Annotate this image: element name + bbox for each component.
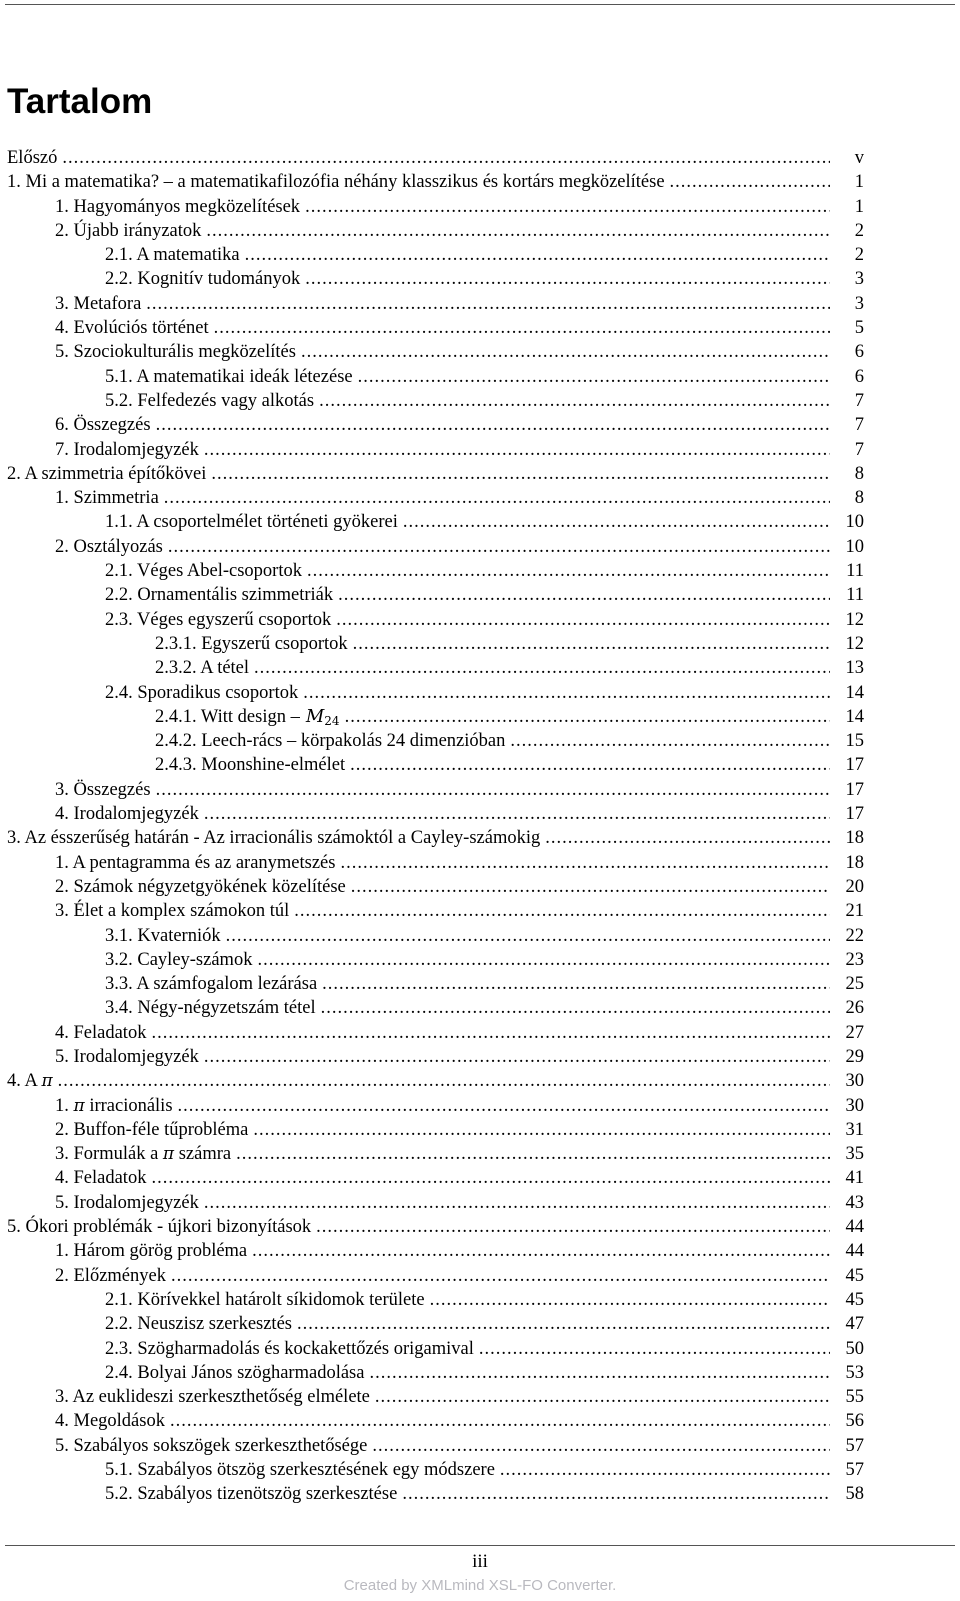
toc-entry[interactable] xyxy=(7,146,864,170)
toc-entry[interactable] xyxy=(7,535,864,559)
dot-leader xyxy=(345,705,830,729)
toc-entry[interactable] xyxy=(7,924,864,948)
toc-page-number: 53 xyxy=(845,1362,864,1383)
toc-entry[interactable] xyxy=(7,851,864,875)
toc-page-number: 44 xyxy=(845,1217,864,1238)
dot-leader xyxy=(156,778,830,802)
toc-entry-title: 4. Feladatok xyxy=(55,1022,147,1043)
footer-rule xyxy=(5,1545,955,1546)
toc-entry-title: 4. A π xyxy=(7,1071,53,1092)
pi-symbol: π xyxy=(162,1144,175,1165)
toc-page-number: 35 xyxy=(845,1144,864,1165)
toc-entry-title: 2. Újabb irányzatok xyxy=(55,220,202,241)
toc-page-number: 10 xyxy=(845,536,864,557)
toc-page-number: 25 xyxy=(845,974,864,995)
dot-leader xyxy=(353,632,830,656)
toc-entry[interactable] xyxy=(7,899,864,923)
toc-entry[interactable] xyxy=(7,1458,864,1482)
toc-entry-title: 2.1. Körívekkel határolt síkidomok területe xyxy=(105,1289,425,1310)
toc-entry[interactable] xyxy=(7,1021,864,1045)
toc-entry[interactable] xyxy=(7,1264,864,1288)
toc-entry[interactable] xyxy=(7,559,864,583)
dot-leader xyxy=(305,267,830,291)
toc-entry-title: 2. Számok négyzetgyökének közelítése xyxy=(55,876,346,897)
table-of-contents xyxy=(7,146,864,1507)
toc-entry-title: 7. Irodalomjegyzék xyxy=(55,439,199,460)
toc-entry[interactable] xyxy=(7,632,864,656)
toc-entry[interactable] xyxy=(7,1215,864,1239)
footer-page-number: iii xyxy=(472,1551,488,1572)
toc-entry-title: 1. A pentagramma és az aranymetszés xyxy=(55,852,336,873)
toc-entry[interactable] xyxy=(7,243,864,267)
toc-entry-title: 2. A szimmetria építőkövei xyxy=(7,463,207,484)
toc-page-number: 17 xyxy=(845,779,864,800)
toc-page-number: 18 xyxy=(845,852,864,873)
toc-page-number: 12 xyxy=(845,633,864,654)
toc-entry[interactable] xyxy=(7,972,864,996)
dot-leader xyxy=(58,1069,830,1093)
toc-entry[interactable] xyxy=(7,486,864,510)
toc-entry[interactable] xyxy=(7,948,864,972)
dot-leader xyxy=(146,292,830,316)
dot-leader xyxy=(204,1191,830,1215)
toc-page-number: 30 xyxy=(845,1095,864,1116)
toc-page-number: 5 xyxy=(854,318,864,339)
dot-leader xyxy=(301,340,830,364)
dot-leader xyxy=(358,365,830,389)
dot-leader xyxy=(164,486,830,510)
toc-page-number: 2 xyxy=(854,245,864,266)
dot-leader xyxy=(245,243,830,267)
toc-page-number: 45 xyxy=(845,1289,864,1310)
toc-entry[interactable] xyxy=(7,705,864,729)
toc-page-number: 10 xyxy=(845,512,864,533)
dot-leader xyxy=(500,1458,830,1482)
toc-entry[interactable] xyxy=(7,1409,864,1433)
toc-entry[interactable] xyxy=(7,1482,864,1506)
toc-entry[interactable] xyxy=(7,340,864,364)
toc-page-number: 6 xyxy=(854,366,864,387)
toc-page-number: 3 xyxy=(854,269,864,290)
toc-entry-title: 4. Irodalomjegyzék xyxy=(55,804,199,825)
dot-leader xyxy=(151,1021,830,1045)
toc-page-number: 14 xyxy=(845,682,864,703)
toc-entry[interactable] xyxy=(7,1094,864,1118)
toc-entry-title: 5. Irodalomjegyzék xyxy=(55,1046,199,1067)
toc-entry[interactable] xyxy=(7,1288,864,1312)
dot-leader xyxy=(402,1482,830,1506)
toc-entry-title: 2. Osztályozás xyxy=(55,536,163,557)
toc-entry-title: 2.2. Ornamentális szimmetriák xyxy=(105,585,334,606)
toc-entry-title: 5. Szociokulturális megközelítés xyxy=(55,342,296,363)
dot-leader xyxy=(171,1264,830,1288)
toc-entry[interactable] xyxy=(7,729,864,753)
toc-entry[interactable] xyxy=(7,1312,864,1336)
dot-leader xyxy=(297,1312,830,1336)
dot-leader xyxy=(62,146,830,170)
toc-page-number: 29 xyxy=(845,1046,864,1067)
toc-page-number: 57 xyxy=(845,1435,864,1456)
toc-entry-title: 3. Metafora xyxy=(55,293,142,314)
toc-entry-title: 4. Evolúciós történet xyxy=(55,318,209,339)
toc-entry[interactable] xyxy=(7,413,864,437)
dot-leader xyxy=(257,948,830,972)
toc-page-number: 13 xyxy=(845,658,864,679)
toc-entry-title: 1. π irracionális xyxy=(55,1095,173,1116)
toc-page-number: 12 xyxy=(845,609,864,630)
toc-entry-title: 2.2. Neuszisz szerkesztés xyxy=(105,1314,292,1335)
toc-page-number: 43 xyxy=(845,1192,864,1213)
toc-entry[interactable] xyxy=(7,826,864,850)
top-rule xyxy=(5,4,955,5)
toc-entry[interactable] xyxy=(7,608,864,632)
dot-leader xyxy=(211,462,830,486)
toc-page-number: 44 xyxy=(845,1241,864,1262)
dot-leader xyxy=(340,851,830,875)
dot-leader xyxy=(430,1288,830,1312)
toc-page-number: 45 xyxy=(845,1265,864,1286)
toc-entry-title: 4. Megoldások xyxy=(55,1411,165,1432)
toc-entry-title: 3.1. Kvaterniók xyxy=(105,925,221,946)
toc-page-number: 15 xyxy=(845,731,864,752)
toc-page-number: 6 xyxy=(854,342,864,363)
toc-entry[interactable] xyxy=(7,438,864,462)
toc-entry-title: 2.2. Kognitív tudományok xyxy=(105,269,301,290)
toc-page-number: 21 xyxy=(845,901,864,922)
dot-leader xyxy=(252,1239,830,1263)
toc-page-number: 47 xyxy=(845,1314,864,1335)
toc-page-number: 31 xyxy=(845,1119,864,1140)
toc-entry-title: 3. Élet a komplex számokon túl xyxy=(55,901,290,922)
toc-entry[interactable] xyxy=(7,656,864,680)
toc-page-number: 14 xyxy=(845,706,864,727)
toc-entry[interactable] xyxy=(7,195,864,219)
dot-leader xyxy=(510,729,830,753)
toc-entry-title: 2.4. Sporadikus csoportok xyxy=(105,682,299,703)
toc-entry-title: 1.1. A csoportelmélet történeti gyökerei xyxy=(105,512,398,533)
toc-entry-title: 1. Három görög probléma xyxy=(55,1241,248,1262)
toc-entry[interactable] xyxy=(7,316,864,340)
dot-leader xyxy=(403,510,830,534)
toc-entry-title: 5.2. Szabályos tizenötszög szerkesztése xyxy=(105,1484,398,1505)
dot-leader xyxy=(336,608,830,632)
toc-page-number: 2 xyxy=(854,220,864,241)
dot-leader xyxy=(294,899,830,923)
dot-leader xyxy=(204,802,830,826)
toc-page-number: 11 xyxy=(846,561,864,582)
pi-symbol: π xyxy=(41,1071,53,1092)
toc-page-number: 3 xyxy=(854,293,864,314)
toc-entry[interactable] xyxy=(7,219,864,243)
toc-entry[interactable] xyxy=(7,1337,864,1361)
toc-page-number: 27 xyxy=(845,1022,864,1043)
toc-entry-title: 1. Hagyományos megközelítések xyxy=(55,196,301,217)
toc-entry-title: Előszó xyxy=(7,148,58,168)
toc-page-number: 22 xyxy=(845,925,864,946)
toc-page-number: 7 xyxy=(854,415,864,436)
dot-leader xyxy=(372,1434,830,1458)
dot-leader xyxy=(375,1385,830,1409)
dot-leader xyxy=(168,535,830,559)
dot-leader xyxy=(305,195,830,219)
toc-page-number: 7 xyxy=(854,439,864,460)
toc-entry-title: 3.3. A számfogalom lezárása xyxy=(105,974,318,995)
toc-entry-title: 3. Formulák a π számra xyxy=(55,1144,232,1165)
toc-entry[interactable] xyxy=(7,1385,864,1409)
dot-leader xyxy=(307,559,830,583)
toc-entry[interactable] xyxy=(7,778,864,802)
toc-entry[interactable] xyxy=(7,462,864,486)
dot-leader xyxy=(254,656,830,680)
toc-entry-title: 2. Buffon-féle tűprobléma xyxy=(55,1119,249,1140)
toc-entry-title: 3. Az euklideszi szerkeszthetőség elmélete xyxy=(55,1387,370,1408)
dot-leader xyxy=(226,924,830,948)
toc-entry[interactable] xyxy=(7,681,864,705)
toc-page-number: 50 xyxy=(845,1338,864,1359)
toc-entry-title: 3. Az ésszerűség határán - Az irracionális számoktól a Cayley-számokig xyxy=(7,828,541,849)
toc-page-number: 58 xyxy=(845,1484,864,1505)
toc-page-number: 55 xyxy=(845,1387,864,1408)
pi-symbol: π xyxy=(73,1095,85,1116)
toc-page-number: 20 xyxy=(845,876,864,897)
toc-entry[interactable] xyxy=(7,753,864,777)
toc-entry-title: 2.1. Véges Abel-csoportok xyxy=(105,561,302,582)
dot-leader xyxy=(319,389,830,413)
math-symbol: $M_{24}$ xyxy=(305,705,340,728)
toc-entry[interactable] xyxy=(7,1045,864,1069)
toc-page-number: 8 xyxy=(854,463,864,484)
dot-leader xyxy=(206,219,830,243)
toc-entry[interactable] xyxy=(7,1361,864,1385)
dot-leader xyxy=(156,413,830,437)
toc-page-number: 56 xyxy=(845,1411,864,1432)
toc-page-number: 30 xyxy=(845,1071,864,1092)
dot-leader xyxy=(479,1337,830,1361)
toc-page-number: 17 xyxy=(845,804,864,825)
toc-entry-title: 3.2. Cayley-számok xyxy=(105,949,253,970)
toc-entry-title: 3.4. Négy-négyzetszám tétel xyxy=(105,998,316,1019)
toc-entry-title: 2.4.2. Leech-rács – körpakolás 24 dimenzióban xyxy=(155,731,506,752)
toc-entry[interactable] xyxy=(7,875,864,899)
toc-entry-title: 2.4.1. Witt design – $M_{24}$ xyxy=(155,705,340,728)
toc-entry-title: 2.4.3. Moonshine-elmélet xyxy=(155,755,346,776)
page-title: Tartalom xyxy=(7,82,153,121)
toc-entry[interactable] xyxy=(7,510,864,534)
toc-page-number: 18 xyxy=(845,828,864,849)
toc-entry[interactable] xyxy=(7,292,864,316)
dot-leader xyxy=(236,1142,830,1166)
dot-leader xyxy=(151,1166,830,1190)
toc-entry-title: 5.1. Szabályos ötszög szerkesztésének egy módszere xyxy=(105,1460,495,1481)
toc-page-number: 1 xyxy=(854,172,864,193)
dot-leader xyxy=(321,996,830,1020)
dot-leader xyxy=(253,1118,830,1142)
toc-page-number: v xyxy=(854,148,864,168)
dot-leader xyxy=(351,875,830,899)
toc-entry-title: 2.3. Véges egyszerű csoportok xyxy=(105,609,332,630)
toc-entry-title: 5. Ókori problémák - újkori bizonyítások xyxy=(7,1217,312,1238)
dot-leader xyxy=(170,1409,830,1433)
dot-leader xyxy=(670,170,830,194)
toc-page-number: 7 xyxy=(854,390,864,411)
toc-entry[interactable] xyxy=(7,1069,864,1093)
toc-entry-title: 2. Előzmények xyxy=(55,1265,166,1286)
dot-leader xyxy=(303,681,830,705)
toc-entry-title: 3. Összegzés xyxy=(55,779,151,800)
footer-credit: Created by XMLmind XSL-FO Converter. xyxy=(343,1577,617,1594)
toc-entry-title: 1. Szimmetria xyxy=(55,488,159,509)
dot-leader xyxy=(322,972,830,996)
toc-entry[interactable] xyxy=(7,1142,864,1166)
dot-leader xyxy=(369,1361,830,1385)
dot-leader xyxy=(214,316,830,340)
toc-entry[interactable] xyxy=(7,365,864,389)
toc-entry[interactable] xyxy=(7,1166,864,1190)
toc-page-number: 8 xyxy=(854,488,864,509)
toc-entry-title: 5. Szabályos sokszögek szerkeszthetősége xyxy=(55,1435,368,1456)
toc-page-number: 11 xyxy=(846,585,864,606)
toc-entry[interactable] xyxy=(7,389,864,413)
toc-entry[interactable] xyxy=(7,267,864,291)
toc-entry-title: 4. Feladatok xyxy=(55,1168,147,1189)
toc-entry-title: 2.1. A matematika xyxy=(105,245,240,266)
dot-leader xyxy=(204,438,830,462)
toc-entry[interactable] xyxy=(7,1434,864,1458)
toc-entry[interactable] xyxy=(7,1118,864,1142)
dot-leader xyxy=(338,583,830,607)
toc-page-number: 57 xyxy=(845,1460,864,1481)
toc-entry-title: 2.4. Bolyai János szögharmadolása xyxy=(105,1362,365,1383)
toc-page-number: 23 xyxy=(845,949,864,970)
toc-entry[interactable] xyxy=(7,802,864,826)
toc-entry-title: 5.1. A matematikai ideák létezése xyxy=(105,366,353,387)
toc-entry[interactable] xyxy=(7,1191,864,1215)
toc-entry-title: 6. Összegzés xyxy=(55,415,151,436)
dot-leader xyxy=(204,1045,830,1069)
dot-leader xyxy=(316,1215,830,1239)
toc-entry-title: 2.3. Szögharmadolás és kockakettőzés origamival xyxy=(105,1338,474,1359)
dot-leader xyxy=(350,753,830,777)
toc-entry[interactable] xyxy=(7,996,864,1020)
toc-entry[interactable] xyxy=(7,1239,864,1263)
toc-entry-title: 2.3.1. Egyszerű csoportok xyxy=(155,633,348,654)
toc-entry-title: 5. Irodalomjegyzék xyxy=(55,1192,199,1213)
toc-entry-title: 5.2. Felfedezés vagy alkotás xyxy=(105,390,315,411)
toc-page-number: 17 xyxy=(845,755,864,776)
dot-leader xyxy=(545,826,830,850)
dot-leader xyxy=(178,1094,830,1118)
toc-entry[interactable] xyxy=(7,583,864,607)
toc-entry-title: 2.3.2. A tétel xyxy=(155,658,250,679)
toc-page-number: 41 xyxy=(845,1168,864,1189)
toc-page-number: 1 xyxy=(854,196,864,217)
toc-entry[interactable] xyxy=(7,170,864,194)
toc-entry-title: 1. Mi a matematika? – a matematikafilozófia néhány klasszikus és kortárs megközelítése xyxy=(7,172,665,193)
toc-page-number: 26 xyxy=(845,998,864,1019)
